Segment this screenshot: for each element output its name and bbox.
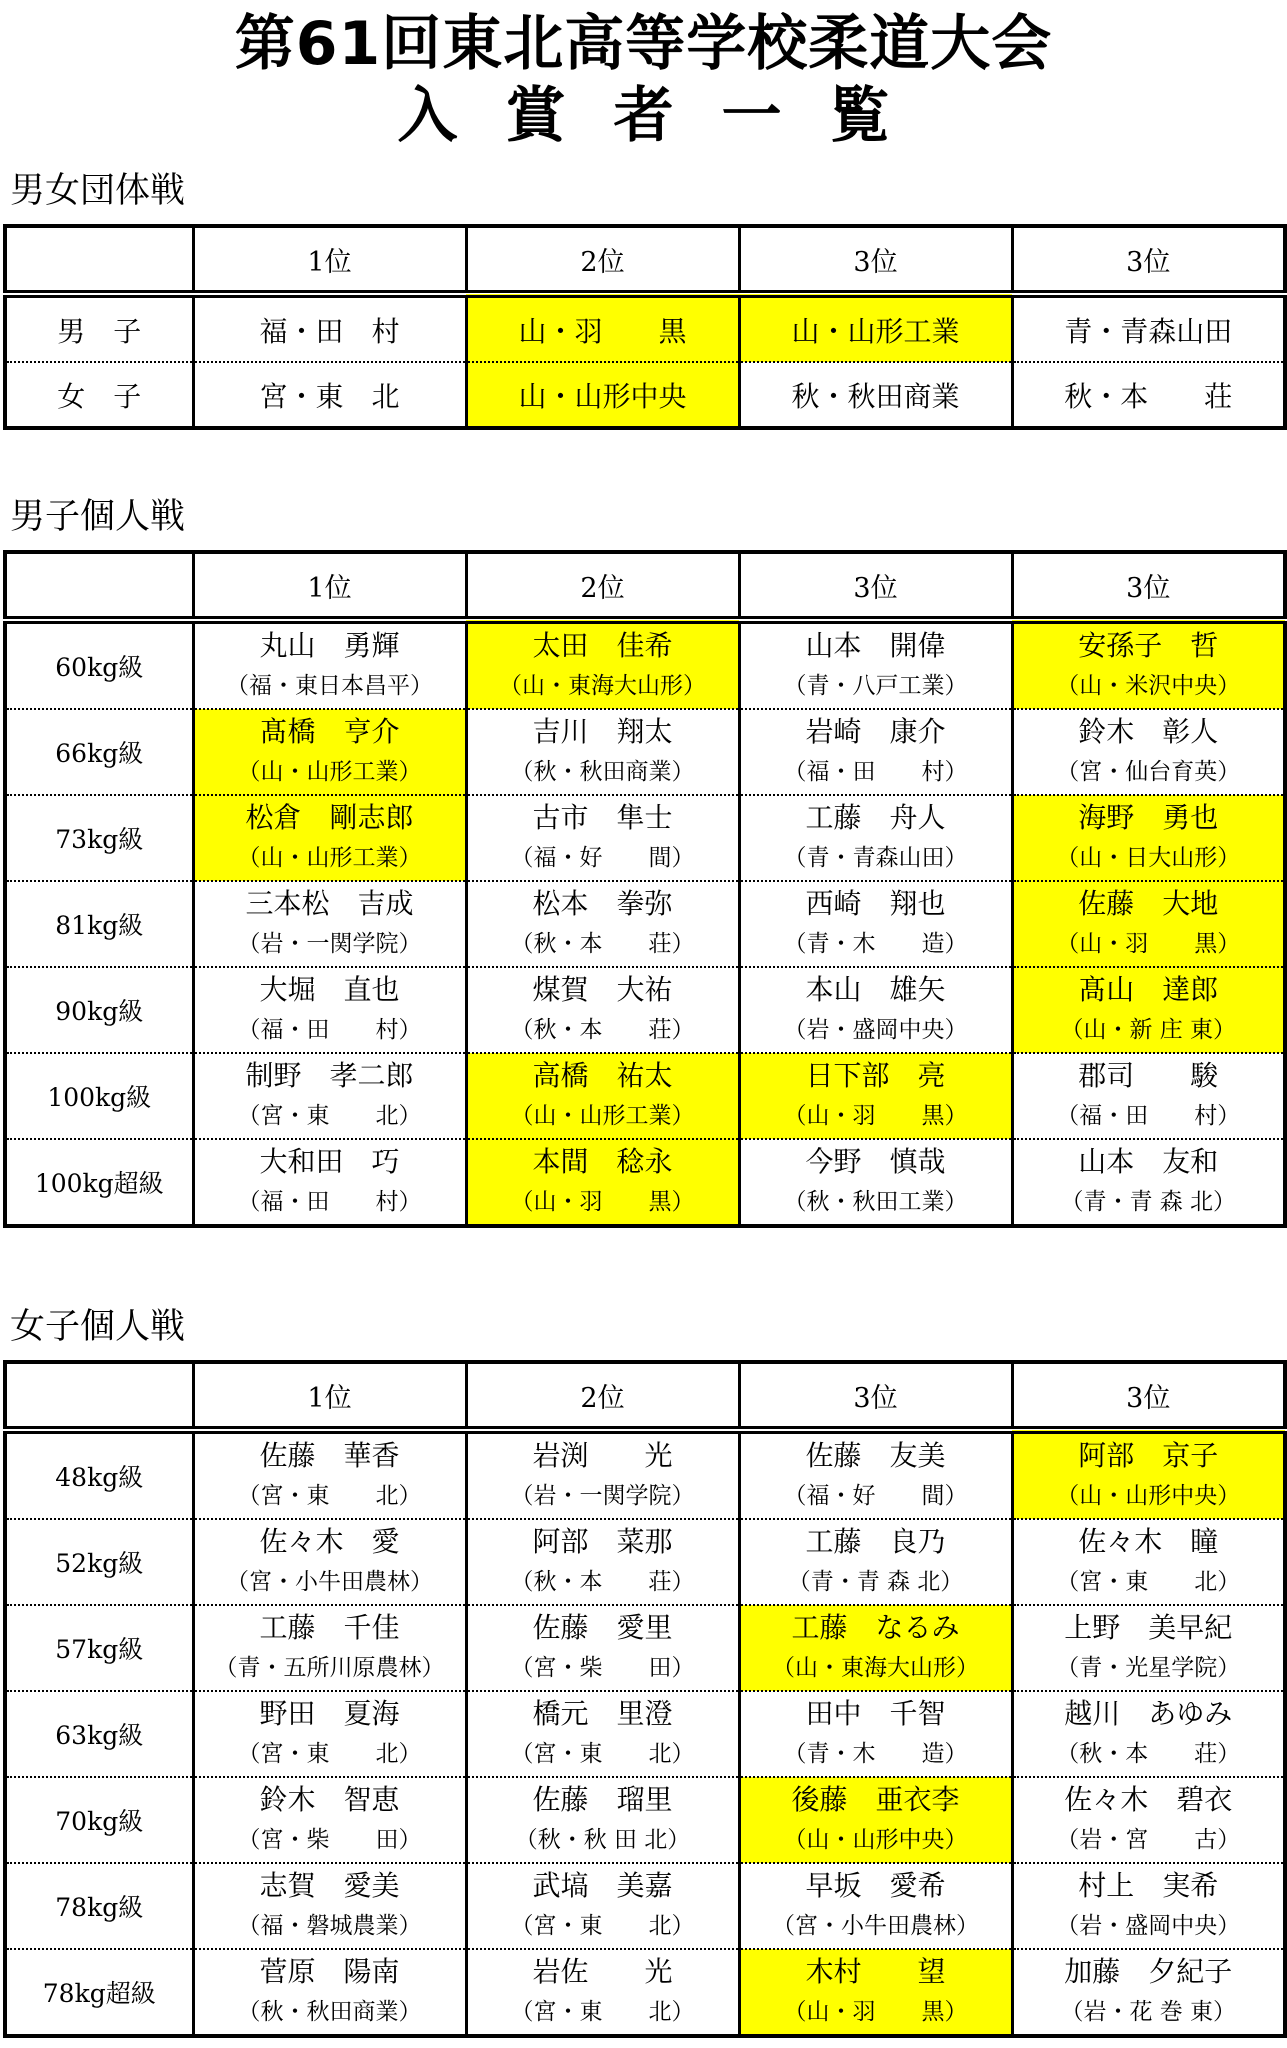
team-results-table bbox=[3, 224, 1287, 430]
team-result-cell: 山・山形中央 bbox=[466, 362, 739, 428]
school-name: （岩・宮 古） bbox=[1056, 1827, 1241, 1853]
athlete-name: 工藤 良乃 bbox=[805, 1525, 946, 1558]
school-name: （青・木 造） bbox=[783, 931, 968, 957]
rank-header: 2位 bbox=[466, 226, 739, 294]
result-cell bbox=[739, 1949, 1012, 2036]
team-result-cell: 福・田 村 bbox=[193, 294, 466, 362]
athlete-name: 佐藤 愛里 bbox=[532, 1611, 673, 1644]
school-name: （山・日大山形） bbox=[1056, 845, 1241, 871]
table-row bbox=[5, 1430, 1285, 1519]
school-name: （岩・盛岡中央） bbox=[783, 1017, 968, 1043]
result-cell bbox=[193, 967, 466, 1053]
result-cell bbox=[193, 795, 466, 881]
school-name: （山・山形工業） bbox=[510, 1103, 695, 1129]
school-name: （青・光星学院） bbox=[1056, 1655, 1241, 1681]
athlete-name: 佐藤 友美 bbox=[805, 1439, 946, 1472]
team-label: 女 子 bbox=[5, 362, 193, 428]
school-name: （秋・本 荘） bbox=[510, 1569, 695, 1595]
result-cell bbox=[466, 1139, 739, 1226]
weight-class: 81kg級 bbox=[5, 881, 193, 967]
athlete-name: 越川 あゆみ bbox=[1064, 1697, 1233, 1730]
table-header-row bbox=[5, 552, 1285, 620]
table-row bbox=[5, 967, 1285, 1053]
rank-header: 3位 bbox=[1012, 1362, 1285, 1430]
team-result-cell: 秋・秋田商業 bbox=[739, 362, 1012, 428]
school-name: （秋・秋田商業） bbox=[237, 1999, 422, 2025]
school-name: （山・山形中央） bbox=[1056, 1483, 1241, 1509]
result-cell bbox=[466, 1605, 739, 1691]
result-cell bbox=[739, 881, 1012, 967]
section-heading-girls: 女子個人戦 bbox=[10, 1307, 186, 1347]
table-header-row bbox=[5, 1362, 1285, 1430]
result-cell bbox=[1012, 709, 1285, 795]
weight-class: 63kg級 bbox=[5, 1691, 193, 1777]
athlete-name: 今野 慎哉 bbox=[805, 1145, 946, 1178]
school-name: （宮・東 北） bbox=[510, 1741, 695, 1767]
athlete-name: 三本松 吉成 bbox=[245, 887, 414, 920]
school-name: （青・八戸工業） bbox=[783, 673, 968, 699]
school-name: （福・田 村） bbox=[237, 1017, 422, 1043]
athlete-name: 鈴木 彰人 bbox=[1078, 715, 1219, 748]
school-name: （山・東海大山形） bbox=[499, 673, 706, 699]
result-cell bbox=[466, 1691, 739, 1777]
page-title: 第61回東北高等学校柔道大会 bbox=[234, 9, 1053, 79]
athlete-name: 煤賀 大祐 bbox=[532, 973, 673, 1006]
team-result-cell: 秋・本 荘 bbox=[1012, 362, 1285, 428]
result-cell bbox=[193, 1777, 466, 1863]
result-cell bbox=[739, 1430, 1012, 1519]
school-name: （福・田 村） bbox=[1056, 1103, 1241, 1129]
result-cell bbox=[193, 1519, 466, 1605]
athlete-name: 松倉 剛志郎 bbox=[245, 801, 414, 834]
result-cell bbox=[1012, 620, 1285, 709]
athlete-name: 工藤 なるみ bbox=[791, 1611, 960, 1644]
athlete-name: 大和田 巧 bbox=[259, 1145, 400, 1178]
athlete-name: 岩佐 光 bbox=[532, 1955, 673, 1988]
school-name: （宮・東 北） bbox=[237, 1483, 422, 1509]
result-cell bbox=[1012, 1949, 1285, 2036]
athlete-name: 大堀 直也 bbox=[259, 973, 400, 1006]
athlete-name: 佐々木 碧衣 bbox=[1064, 1783, 1233, 1816]
school-name: （青・青 森 北） bbox=[1060, 1189, 1237, 1215]
weight-class: 73kg級 bbox=[5, 795, 193, 881]
school-name: （山・東海大山形） bbox=[772, 1655, 979, 1681]
result-cell bbox=[739, 795, 1012, 881]
school-name: （秋・本 荘） bbox=[510, 931, 695, 957]
rank-header: 2位 bbox=[466, 1362, 739, 1430]
result-cell bbox=[1012, 1519, 1285, 1605]
school-name: （青・青森山田） bbox=[783, 845, 968, 871]
result-cell bbox=[1012, 881, 1285, 967]
athlete-name: 橋元 里澄 bbox=[532, 1697, 673, 1730]
result-cell bbox=[739, 1519, 1012, 1605]
header-corner-cell bbox=[5, 226, 193, 294]
result-cell bbox=[466, 709, 739, 795]
page-subtitle: 入賞者一覧 bbox=[397, 81, 938, 151]
rank-header: 3位 bbox=[739, 1362, 1012, 1430]
athlete-name: 早坂 愛希 bbox=[805, 1869, 946, 1902]
school-name: （青・青 森 北） bbox=[787, 1569, 964, 1595]
athlete-name: 高橋 祐太 bbox=[532, 1059, 673, 1092]
result-cell bbox=[1012, 1605, 1285, 1691]
result-cell bbox=[193, 709, 466, 795]
weight-class: 57kg級 bbox=[5, 1605, 193, 1691]
athlete-name: 本間 稔永 bbox=[532, 1145, 673, 1178]
result-cell bbox=[466, 881, 739, 967]
header-corner-cell bbox=[5, 552, 193, 620]
result-cell bbox=[193, 1430, 466, 1519]
athlete-name: 村上 実希 bbox=[1078, 1869, 1219, 1902]
school-name: （岩・一関学院） bbox=[237, 931, 422, 957]
weight-class: 48kg級 bbox=[5, 1430, 193, 1519]
school-name: （山・山形中央） bbox=[783, 1827, 968, 1853]
athlete-name: 阿部 菜那 bbox=[532, 1525, 673, 1558]
school-name: （山・羽 黒） bbox=[783, 1103, 968, 1129]
table-row bbox=[5, 1777, 1285, 1863]
athlete-name: 岩渕 光 bbox=[532, 1439, 673, 1472]
school-name: （岩・花 巻 東） bbox=[1060, 1999, 1237, 2025]
result-cell bbox=[739, 1691, 1012, 1777]
result-cell bbox=[466, 1863, 739, 1949]
table-header-row bbox=[5, 226, 1285, 294]
athlete-name: 岩崎 康介 bbox=[805, 715, 946, 748]
athlete-name: 木村 望 bbox=[805, 1955, 946, 1988]
result-cell bbox=[1012, 1139, 1285, 1226]
athlete-name: 工藤 千佳 bbox=[259, 1611, 400, 1644]
result-cell bbox=[466, 1430, 739, 1519]
school-name: （宮・東 北） bbox=[237, 1103, 422, 1129]
result-cell bbox=[1012, 967, 1285, 1053]
table-row bbox=[5, 1605, 1285, 1691]
school-name: （宮・柴 田） bbox=[237, 1827, 422, 1853]
school-name: （宮・小牛田農林） bbox=[226, 1569, 433, 1595]
result-cell bbox=[1012, 1691, 1285, 1777]
athlete-name: 加藤 夕紀子 bbox=[1064, 1955, 1233, 1988]
rank-header: 3位 bbox=[1012, 226, 1285, 294]
athlete-name: 田中 千智 bbox=[805, 1697, 946, 1730]
athlete-name: 武塙 美嘉 bbox=[532, 1869, 673, 1902]
athlete-name: 菅原 陽南 bbox=[259, 1955, 400, 1988]
weight-class: 60kg級 bbox=[5, 620, 193, 709]
school-name: （福・好 間） bbox=[783, 1483, 968, 1509]
athlete-name: 古市 隼士 bbox=[532, 801, 673, 834]
school-name: （青・木 造） bbox=[783, 1741, 968, 1767]
school-name: （秋・秋田商業） bbox=[510, 759, 695, 785]
athlete-name: 志賀 愛美 bbox=[259, 1869, 400, 1902]
rank-header: 1位 bbox=[193, 226, 466, 294]
weight-class: 90kg級 bbox=[5, 967, 193, 1053]
team-label: 男 子 bbox=[5, 294, 193, 362]
athlete-name: 山本 開偉 bbox=[805, 629, 946, 662]
result-cell bbox=[739, 1605, 1012, 1691]
school-name: （山・米沢中央） bbox=[1056, 673, 1241, 699]
school-name: （宮・東 北） bbox=[510, 1999, 695, 2025]
school-name: （秋・本 荘） bbox=[510, 1017, 695, 1043]
result-cell bbox=[193, 1139, 466, 1226]
result-cell bbox=[466, 795, 739, 881]
weight-class: 100kg超級 bbox=[5, 1139, 193, 1226]
result-cell bbox=[739, 620, 1012, 709]
table-row bbox=[5, 881, 1285, 967]
school-name: （秋・秋田工業） bbox=[783, 1189, 968, 1215]
result-cell bbox=[466, 1949, 739, 2036]
athlete-name: 安孫子 哲 bbox=[1078, 629, 1219, 662]
rank-header: 3位 bbox=[739, 552, 1012, 620]
result-cell bbox=[1012, 795, 1285, 881]
weight-class: 100kg級 bbox=[5, 1053, 193, 1139]
athlete-name: 太田 佳希 bbox=[532, 629, 673, 662]
rank-header: 3位 bbox=[1012, 552, 1285, 620]
athlete-name: 上野 美早紀 bbox=[1064, 1611, 1233, 1644]
result-cell bbox=[466, 1053, 739, 1139]
result-cell bbox=[193, 1691, 466, 1777]
athlete-name: 山本 友和 bbox=[1078, 1145, 1219, 1178]
school-name: （岩・盛岡中央） bbox=[1056, 1913, 1241, 1939]
athlete-name: 丸山 勇輝 bbox=[259, 629, 400, 662]
school-name: （宮・東 北） bbox=[1056, 1569, 1241, 1595]
athlete-name: 髙橋 亨介 bbox=[259, 715, 400, 748]
school-name: （山・新 庄 東） bbox=[1060, 1017, 1237, 1043]
result-cell bbox=[193, 1949, 466, 2036]
team-result-cell: 山・山形工業 bbox=[739, 294, 1012, 362]
result-cell bbox=[466, 1777, 739, 1863]
result-cell bbox=[739, 709, 1012, 795]
result-cell bbox=[1012, 1863, 1285, 1949]
school-name: （山・山形工業） bbox=[237, 845, 422, 871]
athlete-name: 海野 勇也 bbox=[1078, 801, 1219, 834]
school-name: （福・好 間） bbox=[510, 845, 695, 871]
athlete-name: 制野 孝二郎 bbox=[245, 1059, 414, 1092]
team-result-cell: 青・青森山田 bbox=[1012, 294, 1285, 362]
result-cell bbox=[739, 1053, 1012, 1139]
weight-class: 70kg級 bbox=[5, 1777, 193, 1863]
athlete-name: 佐藤 瑠里 bbox=[532, 1783, 673, 1816]
school-name: （秋・本 荘） bbox=[1056, 1741, 1241, 1767]
weight-class: 66kg級 bbox=[5, 709, 193, 795]
table-row bbox=[5, 362, 1285, 428]
rank-header: 2位 bbox=[466, 552, 739, 620]
table-row bbox=[5, 709, 1285, 795]
athlete-name: 本山 雄矢 bbox=[805, 973, 946, 1006]
athlete-name: 日下部 亮 bbox=[805, 1059, 946, 1092]
result-cell bbox=[193, 620, 466, 709]
section-heading-team: 男女団体戦 bbox=[10, 171, 186, 211]
school-name: （福・田 村） bbox=[783, 759, 968, 785]
athlete-name: 鈴木 智恵 bbox=[259, 1783, 400, 1816]
boys-results-table bbox=[3, 550, 1287, 1228]
table-row bbox=[5, 1949, 1285, 2036]
school-name: （宮・東 北） bbox=[237, 1741, 422, 1767]
athlete-name: 松本 拳弥 bbox=[532, 887, 673, 920]
school-name: （宮・仙台育英） bbox=[1056, 759, 1241, 785]
result-cell bbox=[193, 881, 466, 967]
table-row bbox=[5, 620, 1285, 709]
table-row bbox=[5, 795, 1285, 881]
result-cell bbox=[1012, 1777, 1285, 1863]
weight-class: 78kg超級 bbox=[5, 1949, 193, 2036]
athlete-name: 西崎 翔也 bbox=[805, 887, 946, 920]
table-row bbox=[5, 1053, 1285, 1139]
result-cell bbox=[466, 620, 739, 709]
school-name: （青・五所川原農林） bbox=[214, 1655, 445, 1681]
table-row bbox=[5, 1863, 1285, 1949]
table-row bbox=[5, 1519, 1285, 1605]
rank-header: 1位 bbox=[193, 1362, 466, 1430]
school-name: （山・羽 黒） bbox=[783, 1999, 968, 2025]
school-name: （福・東日本昌平） bbox=[226, 673, 433, 699]
rank-header: 1位 bbox=[193, 552, 466, 620]
table-row bbox=[5, 1691, 1285, 1777]
athlete-name: 後藤 亜衣李 bbox=[791, 1783, 960, 1816]
school-name: （秋・秋 田 北） bbox=[514, 1827, 691, 1853]
athlete-name: 郡司 駿 bbox=[1078, 1059, 1219, 1092]
result-cell bbox=[193, 1053, 466, 1139]
result-cell bbox=[466, 967, 739, 1053]
athlete-name: 工藤 舟人 bbox=[805, 801, 946, 834]
team-result-cell: 山・羽 黒 bbox=[466, 294, 739, 362]
athlete-name: 佐藤 大地 bbox=[1078, 887, 1219, 920]
athlete-name: 野田 夏海 bbox=[259, 1697, 400, 1730]
athlete-name: 髙山 達郎 bbox=[1078, 973, 1219, 1006]
result-cell bbox=[1012, 1053, 1285, 1139]
section-heading-boys: 男子個人戦 bbox=[10, 497, 186, 537]
school-name: （福・田 村） bbox=[237, 1189, 422, 1215]
result-cell bbox=[739, 967, 1012, 1053]
school-name: （宮・東 北） bbox=[510, 1913, 695, 1939]
athlete-name: 佐々木 瞳 bbox=[1078, 1525, 1219, 1558]
rank-header: 3位 bbox=[739, 226, 1012, 294]
weight-class: 78kg級 bbox=[5, 1863, 193, 1949]
athlete-name: 吉川 翔太 bbox=[532, 715, 673, 748]
school-name: （宮・柴 田） bbox=[510, 1655, 695, 1681]
result-cell bbox=[193, 1605, 466, 1691]
school-name: （宮・小牛田農林） bbox=[772, 1913, 979, 1939]
athlete-name: 佐々木 愛 bbox=[259, 1525, 400, 1558]
school-name: （山・山形工業） bbox=[237, 759, 422, 785]
team-result-cell: 宮・東 北 bbox=[193, 362, 466, 428]
result-cell bbox=[739, 1777, 1012, 1863]
school-name: （山・羽 黒） bbox=[1056, 931, 1241, 957]
athlete-name: 阿部 京子 bbox=[1078, 1439, 1219, 1472]
result-cell bbox=[466, 1519, 739, 1605]
table-row bbox=[5, 1139, 1285, 1226]
result-cell bbox=[1012, 1430, 1285, 1519]
result-cell bbox=[739, 1863, 1012, 1949]
athlete-name: 佐藤 華香 bbox=[259, 1439, 400, 1472]
school-name: （山・羽 黒） bbox=[510, 1189, 695, 1215]
result-cell bbox=[739, 1139, 1012, 1226]
school-name: （岩・一関学院） bbox=[510, 1483, 695, 1509]
school-name: （福・磐城農業） bbox=[237, 1913, 422, 1939]
weight-class: 52kg級 bbox=[5, 1519, 193, 1605]
table-row bbox=[5, 294, 1285, 362]
header-corner-cell bbox=[5, 1362, 193, 1430]
girls-results-table bbox=[3, 1360, 1287, 2038]
result-cell bbox=[193, 1863, 466, 1949]
